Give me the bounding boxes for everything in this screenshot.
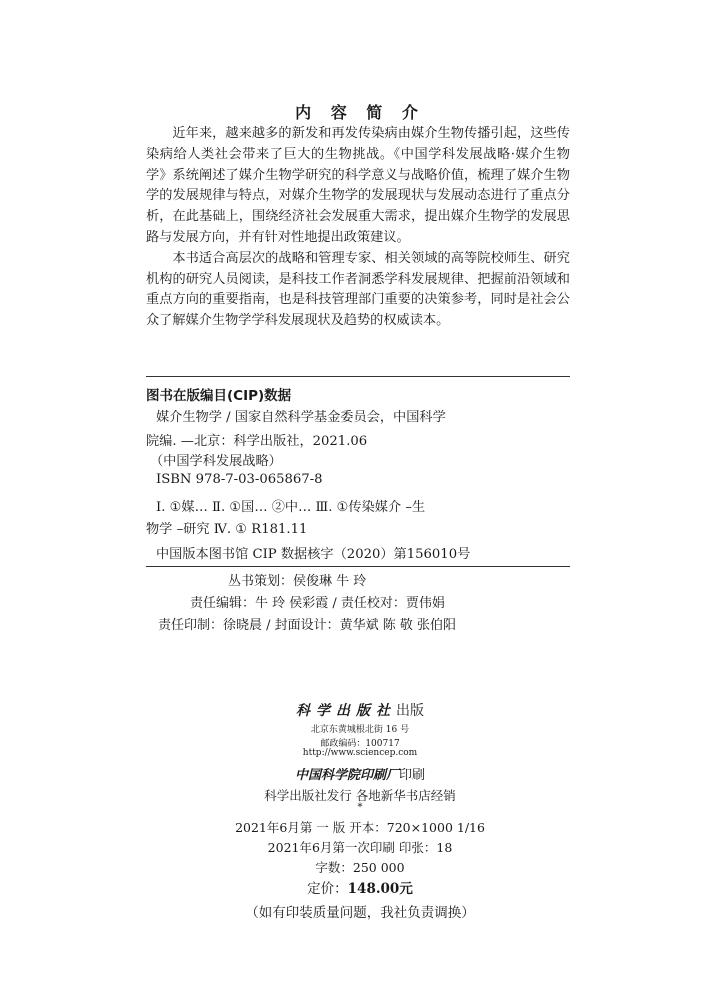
price-label: 定价： [307,881,348,897]
publisher-name: 科学出版社 [296,703,396,719]
printing-line: 2021年6月第一次印刷 印张：18 [267,840,453,855]
publisher-suffix: 出版 [396,703,424,719]
credits-series-planning: 丛书策划：侯俊琳 牛 玲 [228,574,367,589]
price-line [0,877,720,897]
wordcount-line: 字数：250 000 [315,860,405,875]
cip-series: （中国学科发展战略） [150,454,282,469]
publisher-postcode: 邮政编码：100717 [320,739,400,749]
credits-section [146,571,570,637]
printer-line [0,764,720,783]
edition-line: 2021年6月第 一 版 开本：720×1000 1/16 [235,820,485,835]
cip-title-line-1: 媒介生物学 / 国家自然科学基金委员会，中国科学 [156,410,446,425]
cip-record-number: 中国版本图书馆 CIP 数据核字（2020）第156010号 [156,547,471,562]
publisher-website: http://www.sciencep.com [302,748,418,758]
summary-section [146,124,570,332]
distribution-line: 科学出版社发行 各地新华书店经销 [264,788,456,803]
divider-bottom [146,566,570,567]
cip-isbn: ISBN 978-7-03-065867-8 [156,472,323,487]
cip-heading: 图书在版编目(CIP)数据 [146,388,292,404]
page-title: 内 容 简 介 [295,103,425,122]
summary-paragraph-1: 近年来，越来越多的新发和再发传染病由媒介生物传播引起，这些传染病给人类社会带来了巨大的生物挑战。《中国学科发展战略·媒介生物学》系统阐述了媒介生物学研究的科学意义与战略价值，梳理了媒介生物学的发展规律与特点，对媒介生物学的发展现状与发展动态进行了重点分析，在此基础上，围绕经济社会发展重大需求，提出媒介生物学的发展思路与发展方向，并有针对性地提出政策建议。 [146,126,570,245]
cip-classification-2: 物学 –研究 Ⅳ. ① R181.11 [146,522,308,537]
quality-notice: （如有印装质量问题，我社负责调换） [245,905,475,921]
publisher-line [0,700,720,720]
price-value: 148.00元 [347,881,413,897]
divider-top [146,376,570,377]
cip-classification-1: Ⅰ. ①媒… Ⅱ. ①国… ②中… Ⅲ. ①传染媒介 –生 [156,500,426,515]
cip-title-line-2: 院编. —北京：科学出版社，2021.06 [146,434,368,449]
publisher-address: 北京东黄城根北街 16 号 [310,725,410,735]
summary-paragraph-2: 本书适合高层次的战略和管理专家、相关领域的高等院校师生、研究机构的研究人员阅读，是科技工作者洞悉学科发展规律、把握前沿领域和重点方向的重要指南，也是科技管理部门重要的决策参考，同时是社会公众了解媒介生物学学科发展现状及趋势的权威读本。 [146,250,570,329]
printer-name: 中国科学院印刷厂 [294,768,399,783]
credits-production: 责任印制：徐晓晨 / 封面设计：黄华斌 陈 敬 张伯阳 [158,618,457,633]
printer-suffix: 印刷 [399,768,426,783]
separator-asterisk: * [357,802,363,813]
credits-editors: 责任编辑：牛 玲 侯彩霞 / 责任校对：贾伟娟 [190,596,445,611]
